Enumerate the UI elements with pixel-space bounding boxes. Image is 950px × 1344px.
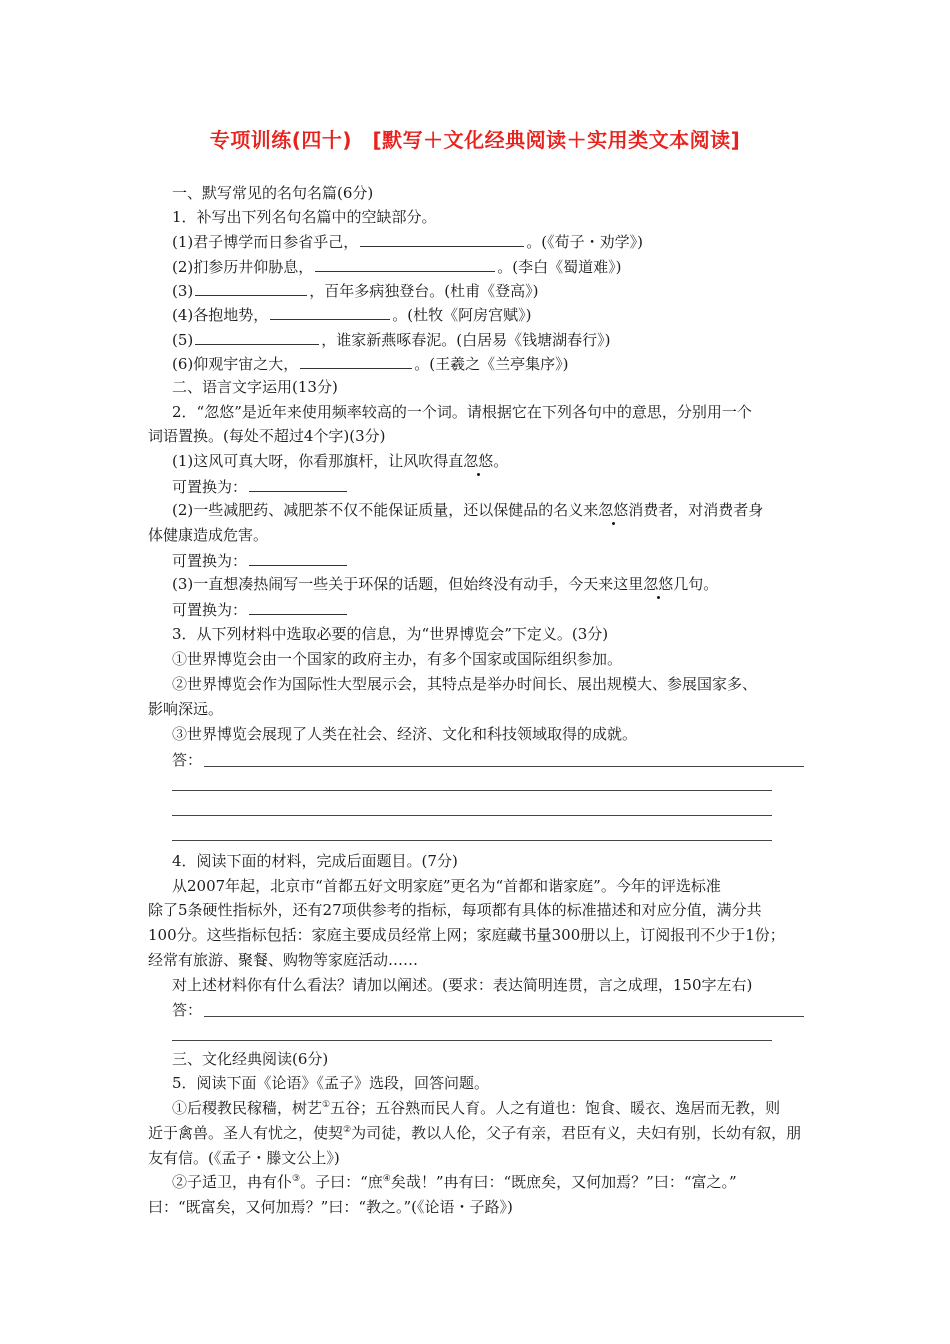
item-6-source: 。(王羲之《兰亭集序》): [414, 355, 569, 373]
replace-1: [172, 476, 349, 497]
answer-line[interactable]: [172, 1040, 772, 1041]
footnote-marker: ④: [382, 1174, 391, 1184]
answer-blank[interactable]: [195, 329, 319, 345]
question-2-line-2: 词语置换。(每处不超过4个字)(3分): [148, 427, 386, 445]
section-1-heading: 一、默写常见的名句名篇(6分): [172, 184, 374, 202]
item-2: [172, 256, 621, 277]
section-2-heading: 二、语言文字运用(13分): [172, 378, 338, 396]
excerpt-text: 矣哉！”冉有曰：“既庶矣，又何加焉？”曰：“富之。”: [390, 1173, 737, 1191]
question-3: 3．从下列材料中选取必要的信息，为“世界博览会”下定义。(3分): [172, 625, 609, 643]
excerpt-text: 近于禽兽。圣人有忧之，使契: [148, 1124, 344, 1142]
answer-blank[interactable]: [249, 599, 347, 615]
sentence-3: [172, 574, 718, 594]
answer-line[interactable]: [204, 766, 804, 767]
material-3: ③世界博览会展现了人类在社会、经济、文化和科技领域取得的成就。: [172, 725, 638, 743]
sentence-2-text: (2)一些减肥药、减肥茶不仅不能保证质量，还以保健品的名义来: [172, 501, 599, 519]
passage-line-1: 从2007年起，北京市“首都五好文明家庭”更名为“首都和谐家庭”。今年的评选标准: [172, 877, 721, 895]
emphasized-word: 忽悠: [598, 501, 629, 519]
footnote-marker: ②: [343, 1125, 352, 1135]
item-5: [172, 329, 610, 350]
item-1-source: 。(《荀子・劝学》): [526, 233, 643, 251]
item-4-text: (4)各抱地势，: [172, 306, 269, 324]
answer-line[interactable]: [204, 1016, 804, 1017]
item-3-source: ，百年多病独登台。(杜甫《登高》): [309, 282, 539, 300]
sentence-2-line-2: 体健康造成危害。: [148, 526, 269, 544]
sentence-1: [172, 451, 508, 471]
question-5: 5．阅读下面《论语》《孟子》选段，回答问题。: [172, 1074, 490, 1092]
sentence-1-text: (1)这风可真大呀，你看那旗杆，让风吹得直: [172, 452, 464, 470]
answer-blank[interactable]: [195, 280, 307, 296]
question-4-prompt: 对上述材料你有什么看法？请加以阐述。(要求：表达简明连贯，言之成理，150字左右): [172, 976, 753, 994]
footnote-marker: ①: [322, 1100, 331, 1110]
sentence-2-line-1: [172, 500, 763, 520]
excerpt-text: ②子适卫，冉有仆: [172, 1173, 293, 1191]
sentence-3-end: 几句。: [673, 575, 719, 593]
item-6-text: (6)仰观宇宙之大，: [172, 355, 299, 373]
answer-label: 答：: [172, 1001, 203, 1019]
excerpt-1-line-3: 友有信。(《孟子・滕文公上》): [148, 1149, 340, 1167]
replace-3: [172, 599, 349, 620]
question-2-line-1: 2．“忽悠”是近年来使用频率较高的一个词。请根据它在下列各句中的意思，分别用一个: [172, 403, 752, 421]
item-5-source: ，谁家新燕啄春泥。(白居易《钱塘湖春行》): [321, 331, 611, 349]
item-4-source: 。(杜牧《阿房宫赋》): [392, 306, 532, 324]
answer-blank[interactable]: [270, 304, 390, 320]
passage-line-4: 经常有旅游、聚餐、购物等家庭活动……: [148, 951, 419, 969]
item-4: [172, 304, 531, 325]
item-6: [172, 353, 568, 374]
item-1: [172, 231, 643, 252]
excerpt-1-line-2: [148, 1123, 801, 1143]
emphasized-word: 忽悠: [643, 575, 674, 593]
answer-line[interactable]: [172, 790, 772, 791]
material-2-line-1: ②世界博览会作为国际性大型展示会，其特点是举办时间长、展出规模大、参展国家多、: [172, 675, 758, 693]
passage-line-3: 100分。这些指标包括：家庭主要成员经常上网；家庭藏书量300册以上，订阅报刊不少于1份；: [148, 926, 785, 944]
excerpt-2-line-1: [172, 1172, 737, 1192]
excerpt-text: 五谷；五谷熟而民人育。人之有道也：饱食、暖衣、逸居而无教，则: [330, 1099, 781, 1117]
item-2-text: (2)扪参历井仰胁息，: [172, 258, 314, 276]
emphasized-word: 忽悠: [463, 452, 494, 470]
replace-label: 可置换为：: [172, 552, 248, 570]
answer-blank[interactable]: [249, 476, 347, 492]
sentence-1-end: 。: [493, 452, 509, 470]
section-3-heading: 三、文化经典阅读(6分): [172, 1050, 329, 1068]
excerpt-text: 。子曰：“庶: [300, 1173, 383, 1191]
page-title: 专项训练(四十) [默写＋文化经典阅读＋实用类文本阅读]: [209, 128, 741, 152]
item-5-text: (5): [172, 331, 194, 349]
answer-label: 答：: [172, 751, 203, 769]
answer-line[interactable]: [172, 815, 772, 816]
answer-blank[interactable]: [360, 231, 524, 247]
excerpt-text: 为司徒，教以人伦，父子有亲，君臣有义，夫妇有别，长幼有叙，朋: [351, 1124, 802, 1142]
item-3-text: (3): [172, 282, 194, 300]
excerpt-1-line-1: [172, 1098, 780, 1118]
question-1: 1．补写出下列名句名篇中的空缺部分。: [172, 208, 437, 226]
answer-blank[interactable]: [315, 256, 495, 272]
answer-blank[interactable]: [300, 353, 412, 369]
excerpt-text: ①后稷教民稼穑，树艺: [172, 1099, 323, 1117]
item-1-text: (1)君子博学而日参省乎己，: [172, 233, 359, 251]
material-2-line-2: 影响深远。: [148, 700, 224, 718]
replace-label: 可置换为：: [172, 601, 248, 619]
footnote-marker: ③: [292, 1174, 301, 1184]
replace-label: 可置换为：: [172, 478, 248, 496]
replace-2: [172, 550, 349, 571]
sentence-3-text: (3)一直想凑热闹写一些关于环保的话题，但始终没有动手，今天来这里: [172, 575, 644, 593]
sentence-2-continuation: 消费者，对消费者身: [628, 501, 764, 519]
answer-blank[interactable]: [249, 550, 347, 566]
material-1: ①世界博览会由一个国家的政府主办，有多个国家或国际组织参加。: [172, 650, 623, 668]
item-3: [172, 280, 538, 301]
passage-line-2: 除了5条硬性指标外，还有27项供参考的指标，每项都有具体的标准描述和对应分值，满分共: [148, 901, 762, 919]
item-2-source: 。(李白《蜀道难》): [497, 258, 622, 276]
answer-line[interactable]: [172, 840, 772, 841]
question-4: 4．阅读下面的材料，完成后面题目。(7分): [172, 852, 458, 870]
excerpt-2-line-2: 曰：“既富矣，又何加焉？”曰：“教之。”(《论语・子路》): [148, 1198, 513, 1216]
